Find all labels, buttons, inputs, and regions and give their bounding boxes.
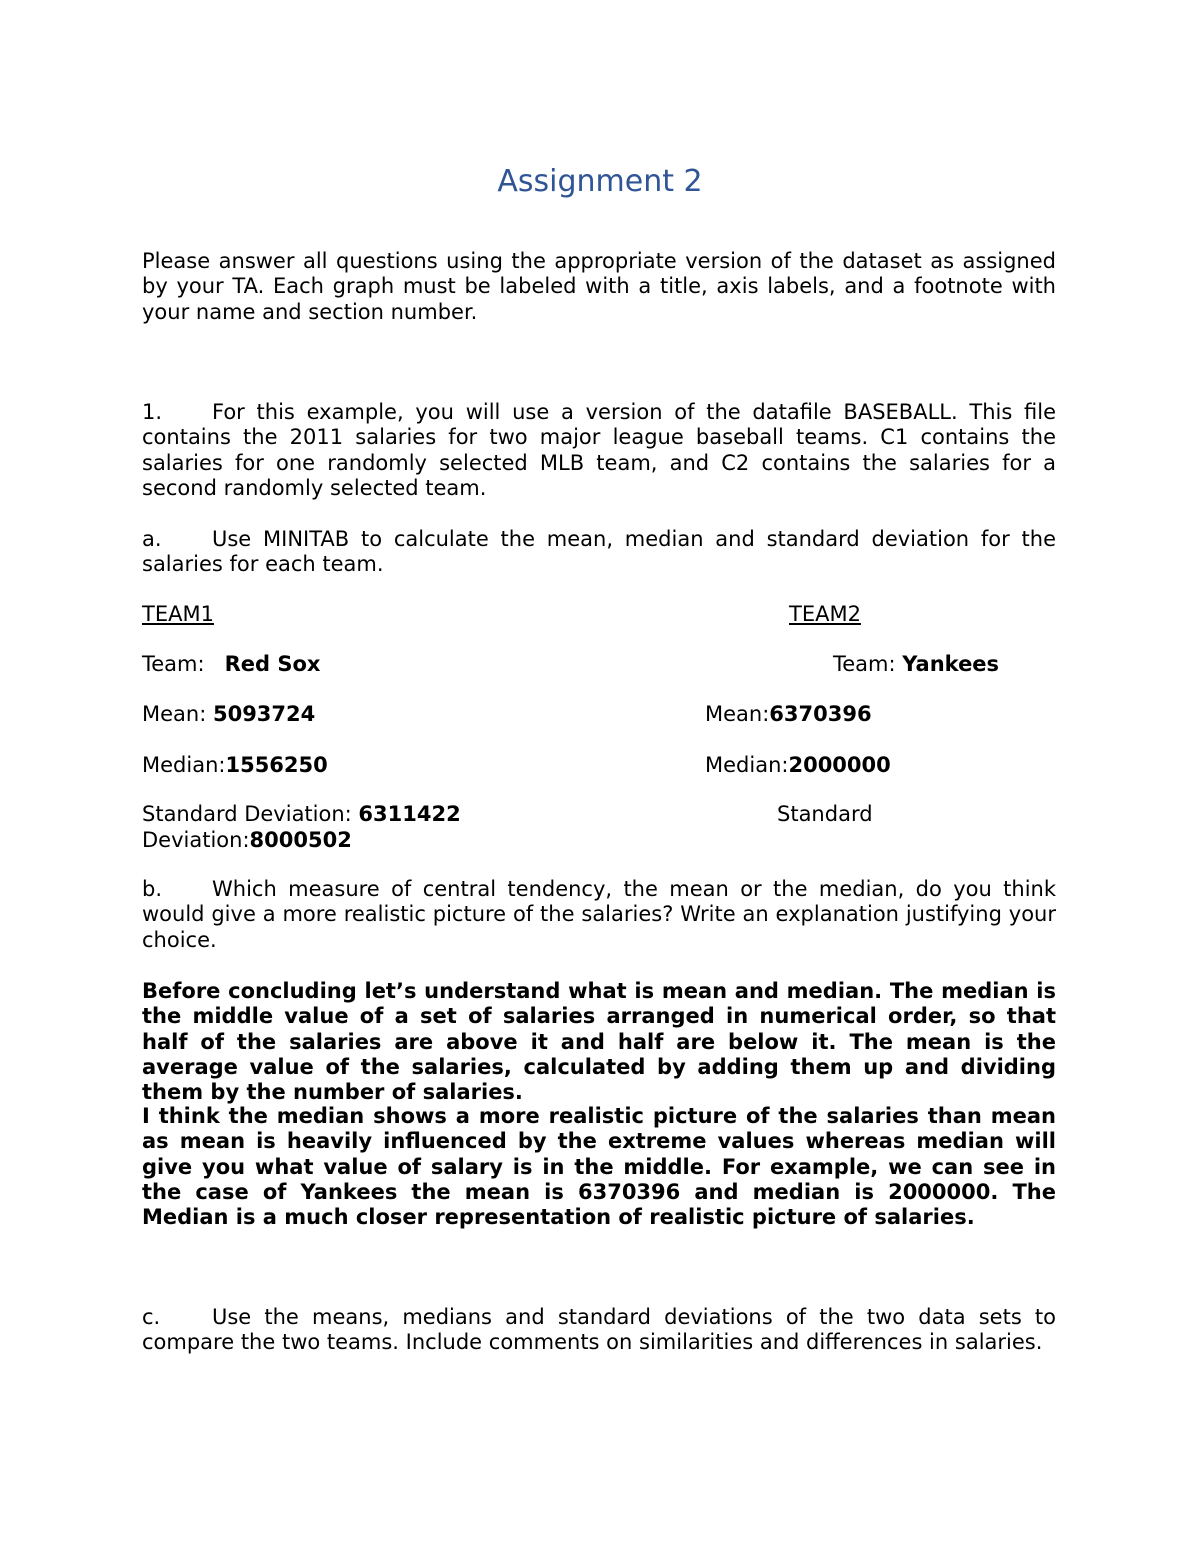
question-a-letter: a. — [142, 527, 162, 551]
question-b — [142, 877, 1056, 953]
team2-median-label: Median: — [705, 753, 789, 777]
team2-team-row — [833, 652, 999, 677]
question-b-text: Which measure of central tendency, the mean or the median, do you think would give a more realistic picture of the salaries? Write an explanation justifying your choice. — [142, 877, 1056, 952]
team1-mean-label: Mean: — [142, 702, 213, 726]
team1-sd-value: 6311422 — [358, 802, 461, 826]
question-c-text: Use the means, medians and standard deviations of the two data sets to compare the two teams. Include comments on similarities and differences in salaries. — [142, 1305, 1056, 1355]
question-c — [142, 1305, 1056, 1356]
team1-mean-value: 5093724 — [212, 702, 316, 726]
team1-sd-label: Standard Deviation: — [142, 802, 359, 826]
team2-median-row — [705, 753, 891, 778]
team1-sd-row — [142, 802, 461, 827]
team1-team-value: Red Sox — [224, 652, 321, 676]
team1-team-row — [142, 652, 320, 677]
team1-mean-row — [142, 702, 315, 727]
team2-mean-row — [705, 702, 872, 727]
answer-b-paragraph-2: I think the median shows a more realistic picture of the salaries than mean as mean is heavily influenced by the extreme values whereas median will give you what value of salary is in the middle. For example, we can see in the case of Yankees the mean is 6370396 and median is 2000000. The Median is a much closer representation of realistic picture of salaries. — [142, 1104, 1056, 1230]
team2-mean-value: 6370396 — [769, 702, 872, 726]
answer-b-paragraph-1: Before concluding let’s understand what is mean and median. The median is the middle value of a set of salaries arranged in numerical order, so that half of the salaries are above it and half are below it. The mean is the average value of the salaries, calculated by adding them up and dividing them by the number of salaries. — [142, 979, 1056, 1105]
intro-paragraph: Please answer all questions using the appropriate version of the dataset as assigned by your TA. Each graph must be labeled with a title, axis labels, and a footnote with your name and section number. — [142, 249, 1056, 324]
team1-median-value: 1556250 — [225, 753, 328, 777]
team1-median-row — [142, 753, 328, 778]
question-a — [142, 527, 1056, 578]
question-b-letter: b. — [142, 877, 163, 901]
team1-median-label: Median: — [142, 753, 226, 777]
team2-median-value: 2000000 — [788, 753, 891, 777]
team2-team-label: Team: — [833, 652, 903, 676]
page-title: Assignment 2 — [497, 164, 703, 199]
team2-sd-value: 8000502 — [249, 828, 352, 852]
question-c-letter: c. — [142, 1305, 161, 1329]
team2-team-value: Yankees — [902, 652, 1000, 676]
team2-sd-label-line1: Standard — [777, 802, 873, 826]
team1-team-label: Team: — [142, 652, 218, 676]
question-1-text: For this example, you will use a version of the datafile BASEBALL. This file contains the 2011 salaries for two major league baseball teams. C1 contains the salaries for one randomly selected MLB team, and C2 contains the salaries for a second randomly selected team. — [142, 400, 1056, 500]
team2-mean-label: Mean: — [705, 702, 770, 726]
question-1 — [142, 400, 1056, 501]
team2-sd-row — [142, 828, 352, 853]
question-1-number: 1. — [142, 400, 163, 424]
team1-header: TEAM1 — [142, 602, 214, 626]
team2-header: TEAM2 — [789, 602, 861, 626]
team2-sd-label-line2: Deviation: — [142, 828, 250, 852]
question-a-text: Use MINITAB to calculate the mean, median and standard deviation for the salaries for each team. — [142, 527, 1056, 577]
